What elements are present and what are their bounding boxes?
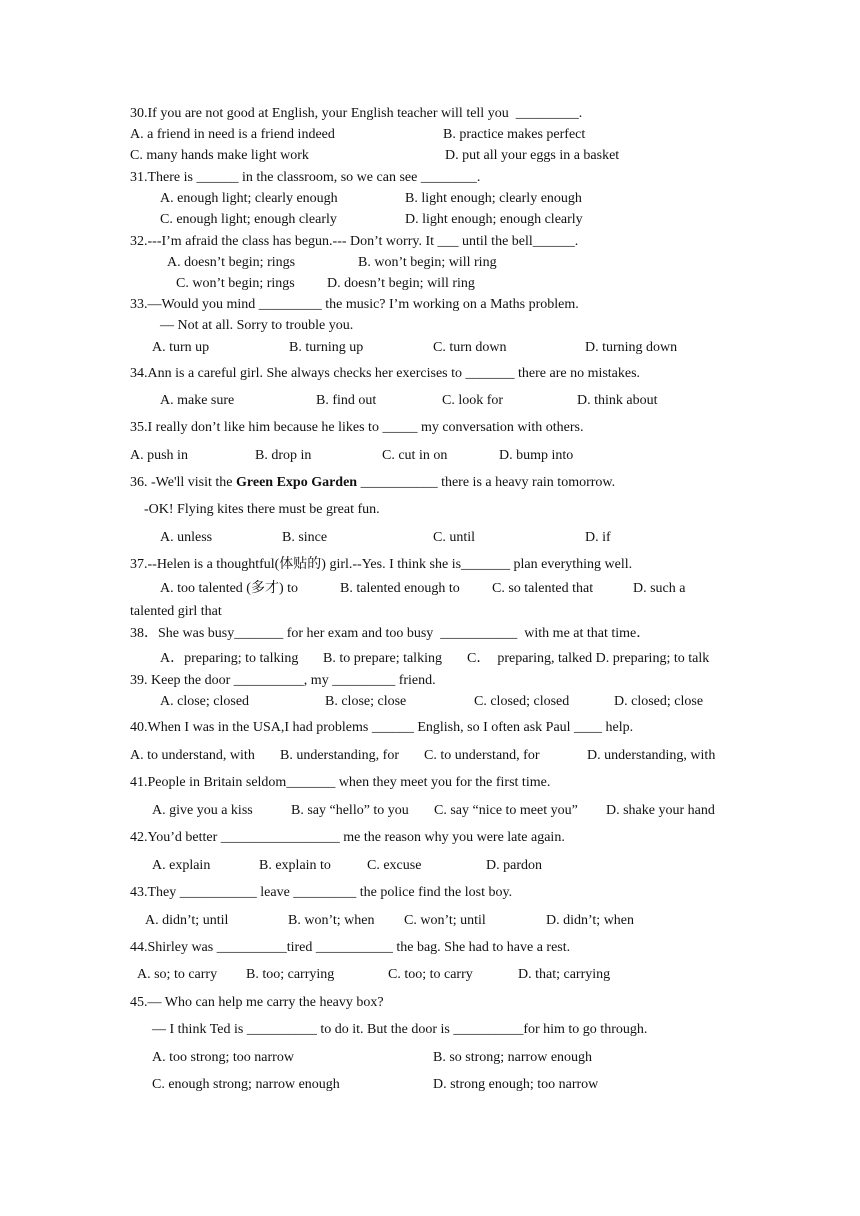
question-33-option-b: B. turning up bbox=[289, 340, 364, 355]
question-40-option-d: D. understanding, with bbox=[587, 748, 716, 763]
question-38-option-cd: C． preparing, talked D. preparing; to talk bbox=[467, 651, 710, 666]
question-39-option-a: A. close; closed bbox=[160, 694, 250, 709]
question-43-option-c: C. won’t; until bbox=[404, 913, 486, 928]
question-45-reply: — I think Ted is __________ to do it. But the door is __________for him to go through. bbox=[152, 1022, 648, 1037]
question-44-stem: 44.Shirley was __________tired ___________ the bag. She had to have a rest. bbox=[130, 940, 571, 955]
question-34-option-d: D. think about bbox=[577, 393, 658, 408]
question-42-stem: 42.You’d better _________________ me the reason why you were late again. bbox=[130, 830, 565, 845]
question-45-option-d: D. strong enough; too narrow bbox=[433, 1077, 599, 1092]
question-31-option-b: B. light enough; clearly enough bbox=[405, 191, 582, 206]
question-36-option-c: C. until bbox=[433, 530, 476, 545]
question-38-stem: 38．She was busy_______ for her exam and too busy ___________ with me at that time． bbox=[130, 626, 651, 641]
question-40-option-a: A. to understand, with bbox=[130, 748, 255, 763]
question-34-option-b: B. find out bbox=[316, 393, 377, 408]
question-41-option-d: D. shake your hand bbox=[606, 803, 715, 818]
question-44-option-a: A. so; to carry bbox=[137, 967, 218, 982]
question-45-option-b: B. so strong; narrow enough bbox=[433, 1050, 593, 1065]
question-44-option-d: D. that; carrying bbox=[518, 967, 611, 982]
question-37-option-d-wrap: talented girl that bbox=[130, 604, 222, 619]
question-33-stem: 33.—Would you mind _________ the music? I’m working on a Maths problem. bbox=[130, 297, 579, 312]
question-33-reply: — Not at all. Sorry to trouble you. bbox=[160, 318, 354, 333]
question-37-option-c: C. so talented that bbox=[492, 581, 594, 596]
question-34-option-a: A. make sure bbox=[160, 393, 235, 408]
question-32-option-a: A. doesn’t begin; rings bbox=[167, 255, 296, 270]
question-40-stem: 40.When I was in the USA,I had problems ______ English, so I often ask Paul ____ help. bbox=[130, 720, 634, 735]
question-36-stem bbox=[130, 474, 615, 491]
question-43-stem: 43.They ___________ leave _________ the police find the lost boy. bbox=[130, 885, 513, 900]
question-44-option-c: C. too; to carry bbox=[388, 967, 473, 982]
question-30-option-b: B. practice makes perfect bbox=[443, 127, 586, 142]
question-38-option-a: A．preparing; to talking bbox=[160, 651, 299, 666]
question-36-stem-end: ___________ there is a heavy rain tomorrow. bbox=[357, 475, 616, 490]
question-40-option-c: C. to understand, for bbox=[424, 748, 540, 763]
question-33-option-c: C. turn down bbox=[433, 340, 507, 355]
question-45-stem: 45.— Who can help me carry the heavy box? bbox=[130, 995, 384, 1010]
question-42-option-d: D. pardon bbox=[486, 858, 542, 873]
question-36-option-d: D. if bbox=[585, 530, 611, 545]
question-31-option-d: D. light enough; enough clearly bbox=[405, 212, 583, 227]
question-36-reply: -OK! Flying kites there must be great fun. bbox=[144, 502, 380, 517]
question-32-option-c: C. won’t begin; rings bbox=[176, 276, 295, 291]
question-44-option-b: B. too; carrying bbox=[246, 967, 335, 982]
question-37-option-d: D. such a bbox=[633, 581, 686, 596]
question-34-option-c: C. look for bbox=[442, 393, 504, 408]
question-42-option-c: C. excuse bbox=[367, 858, 422, 873]
question-39-option-d: D. closed; close bbox=[614, 694, 704, 709]
question-41-option-c: C. say “nice to meet you” bbox=[434, 803, 578, 818]
question-30-stem: 30.If you are not good at English, your English teacher will tell you _________. bbox=[130, 106, 583, 121]
question-37-stem: 37.--Helen is a thoughtful(体贴的) girl.--Yes. I think she is_______ plan everything well. bbox=[130, 557, 633, 572]
question-30-option-a: A. a friend in need is a friend indeed bbox=[130, 127, 335, 142]
question-30-option-c: C. many hands make light work bbox=[130, 148, 309, 163]
question-35-stem: 35.I really don’t like him because he likes to _____ my conversation with others. bbox=[130, 420, 584, 435]
question-37-option-a: A. too talented (多才) to bbox=[160, 581, 299, 596]
question-45-option-c: C. enough strong; narrow enough bbox=[152, 1077, 340, 1092]
question-31-option-a: A. enough light; clearly enough bbox=[160, 191, 338, 206]
question-39-stem: 39. Keep the door __________, my _________ friend. bbox=[130, 673, 436, 688]
question-31-option-c: C. enough light; enough clearly bbox=[160, 212, 337, 227]
question-43-option-a: A. didn’t; until bbox=[145, 913, 229, 928]
question-45-option-a: A. too strong; too narrow bbox=[152, 1050, 294, 1065]
question-32-option-b: B. won’t begin; will ring bbox=[358, 255, 497, 270]
question-33-option-d: D. turning down bbox=[585, 340, 678, 355]
question-32-stem: 32.---I’m afraid the class has begun.--- Don’t worry. It ___ until the bell______. bbox=[130, 234, 579, 249]
question-33-option-a: A. turn up bbox=[152, 340, 210, 355]
question-31-stem: 31.There is ______ in the classroom, so we can see ________. bbox=[130, 170, 481, 185]
question-38-option-b: B. to prepare; talking bbox=[323, 651, 442, 666]
question-36-option-a: A. unless bbox=[160, 530, 213, 545]
question-43-option-d: D. didn’t; when bbox=[546, 913, 635, 928]
question-42-option-a: A. explain bbox=[152, 858, 211, 873]
question-41-option-a: A. give you a kiss bbox=[152, 803, 253, 818]
question-36-stem-start: 36. -We'll visit the bbox=[130, 475, 236, 490]
question-34-stem: 34.Ann is a careful girl. She always checks her exercises to _______ there are no mistakes. bbox=[130, 366, 641, 381]
question-35-option-b: B. drop in bbox=[255, 448, 312, 463]
question-35-option-a: A. push in bbox=[130, 448, 188, 463]
question-39-option-b: B. close; close bbox=[325, 694, 407, 709]
question-36-stem-bold: Green Expo Garden bbox=[236, 475, 358, 490]
question-41-stem: 41.People in Britain seldom_______ when they meet you for the first time. bbox=[130, 775, 551, 790]
question-36-option-b: B. since bbox=[282, 530, 328, 545]
question-43-option-b: B. won’t; when bbox=[288, 913, 375, 928]
question-41-option-b: B. say “hello” to you bbox=[291, 803, 409, 818]
question-40-option-b: B. understanding, for bbox=[280, 748, 399, 763]
question-39-option-c: C. closed; closed bbox=[474, 694, 570, 709]
question-35-option-c: C. cut in on bbox=[382, 448, 448, 463]
question-32-option-d: D. doesn’t begin; will ring bbox=[327, 276, 475, 291]
question-42-option-b: B. explain to bbox=[259, 858, 331, 873]
question-30-option-d: D. put all your eggs in a basket bbox=[445, 148, 620, 163]
question-37-option-b: B. talented enough to bbox=[340, 581, 460, 596]
question-35-option-d: D. bump into bbox=[499, 448, 574, 463]
